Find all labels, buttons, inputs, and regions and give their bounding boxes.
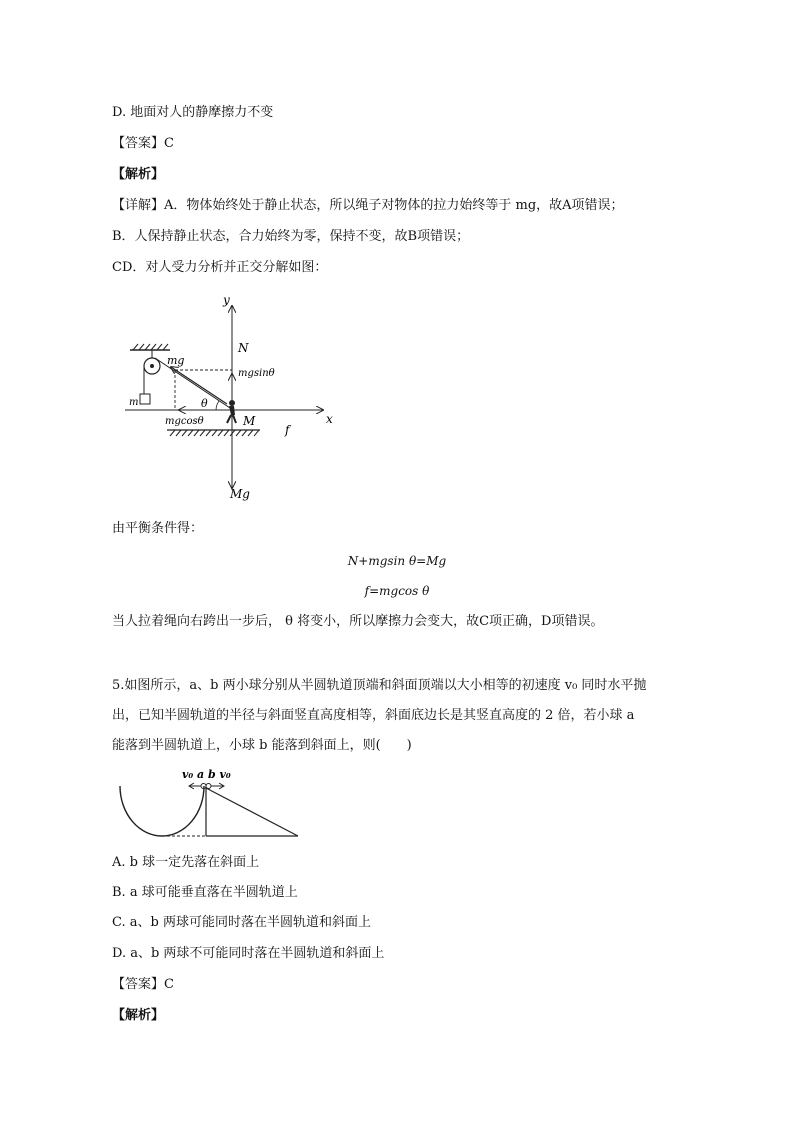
q5-answer: 【答案】C: [112, 977, 174, 992]
q4-analysis-title: 【解析】: [112, 167, 165, 182]
q4-option-d: D. 地面对人的静摩擦力不变: [112, 105, 274, 120]
fig-Mg-label: Mg: [230, 487, 250, 501]
q4-detail-cd: CD．对人受力分析并正交分解如图：: [112, 260, 328, 275]
velocity-labels: v₀ a b v₀: [182, 768, 231, 781]
fig-x-label: x: [326, 412, 333, 426]
equilibrium-intro: 由平衡条件得：: [112, 521, 204, 536]
equation-1: N+mgsin θ=Mg: [347, 554, 447, 568]
q5-option-c: C. a、b 两球可能同时落在半圆轨道和斜面上: [112, 915, 371, 930]
fig-mgsin-label: mgsinθ: [238, 368, 275, 379]
projectile-diagram: [112, 764, 307, 842]
fig-m-label: m: [129, 397, 139, 408]
q5-stem-2: 出，已知半圆轨道的半径与斜面竖直高度相等，斜面底边长是其竖直高度的 2 倍，若小球 a: [112, 708, 635, 723]
fig-y-label: y: [223, 293, 230, 307]
equation-2: f=mgcos θ: [364, 584, 430, 598]
fig-mg-label: mg: [167, 354, 185, 367]
q5-option-a: A. b 球一定先落在斜面上: [112, 855, 260, 870]
q5-analysis-title: 【解析】: [112, 1008, 165, 1023]
q4-conclusion: 当人拉着绳向右跨出一步后， θ 将变小，所以摩擦力会变大，故C项正确，D项错误。: [112, 614, 604, 629]
q5-stem-1: 5.如图所示，a、b 两小球分别从半圆轨道顶端和斜面顶端以大小相等的初速度 v₀ 同时水平抛: [112, 678, 647, 693]
force-diagram: [115, 288, 345, 513]
fig-mgcos-label: mgcosθ: [165, 416, 204, 427]
fig-N-label: N: [238, 341, 249, 355]
q5-option-b: B. a 球可能垂直落在半圆轨道上: [112, 885, 298, 900]
q4-answer: 【答案】C: [112, 136, 174, 151]
q5-option-d: D. a、b 两球不可能同时落在半圆轨道和斜面上: [112, 946, 385, 961]
q4-detail-b: B．人保持静止状态，合力始终为零，保持不变，故B项错误；: [112, 229, 470, 244]
q4-detail-a: 【详解】A．物体始终处于静止状态，所以绳子对物体的拉力始终等于 mg，故A项错误；: [112, 198, 624, 213]
fig-theta-label: θ: [201, 397, 208, 410]
q5-stem-3: 能落到半圆轨道上，小球 b 能落到斜面上，则( ): [112, 738, 412, 753]
fig-f-label: f: [285, 423, 290, 437]
fig-M-label: M: [243, 414, 256, 428]
